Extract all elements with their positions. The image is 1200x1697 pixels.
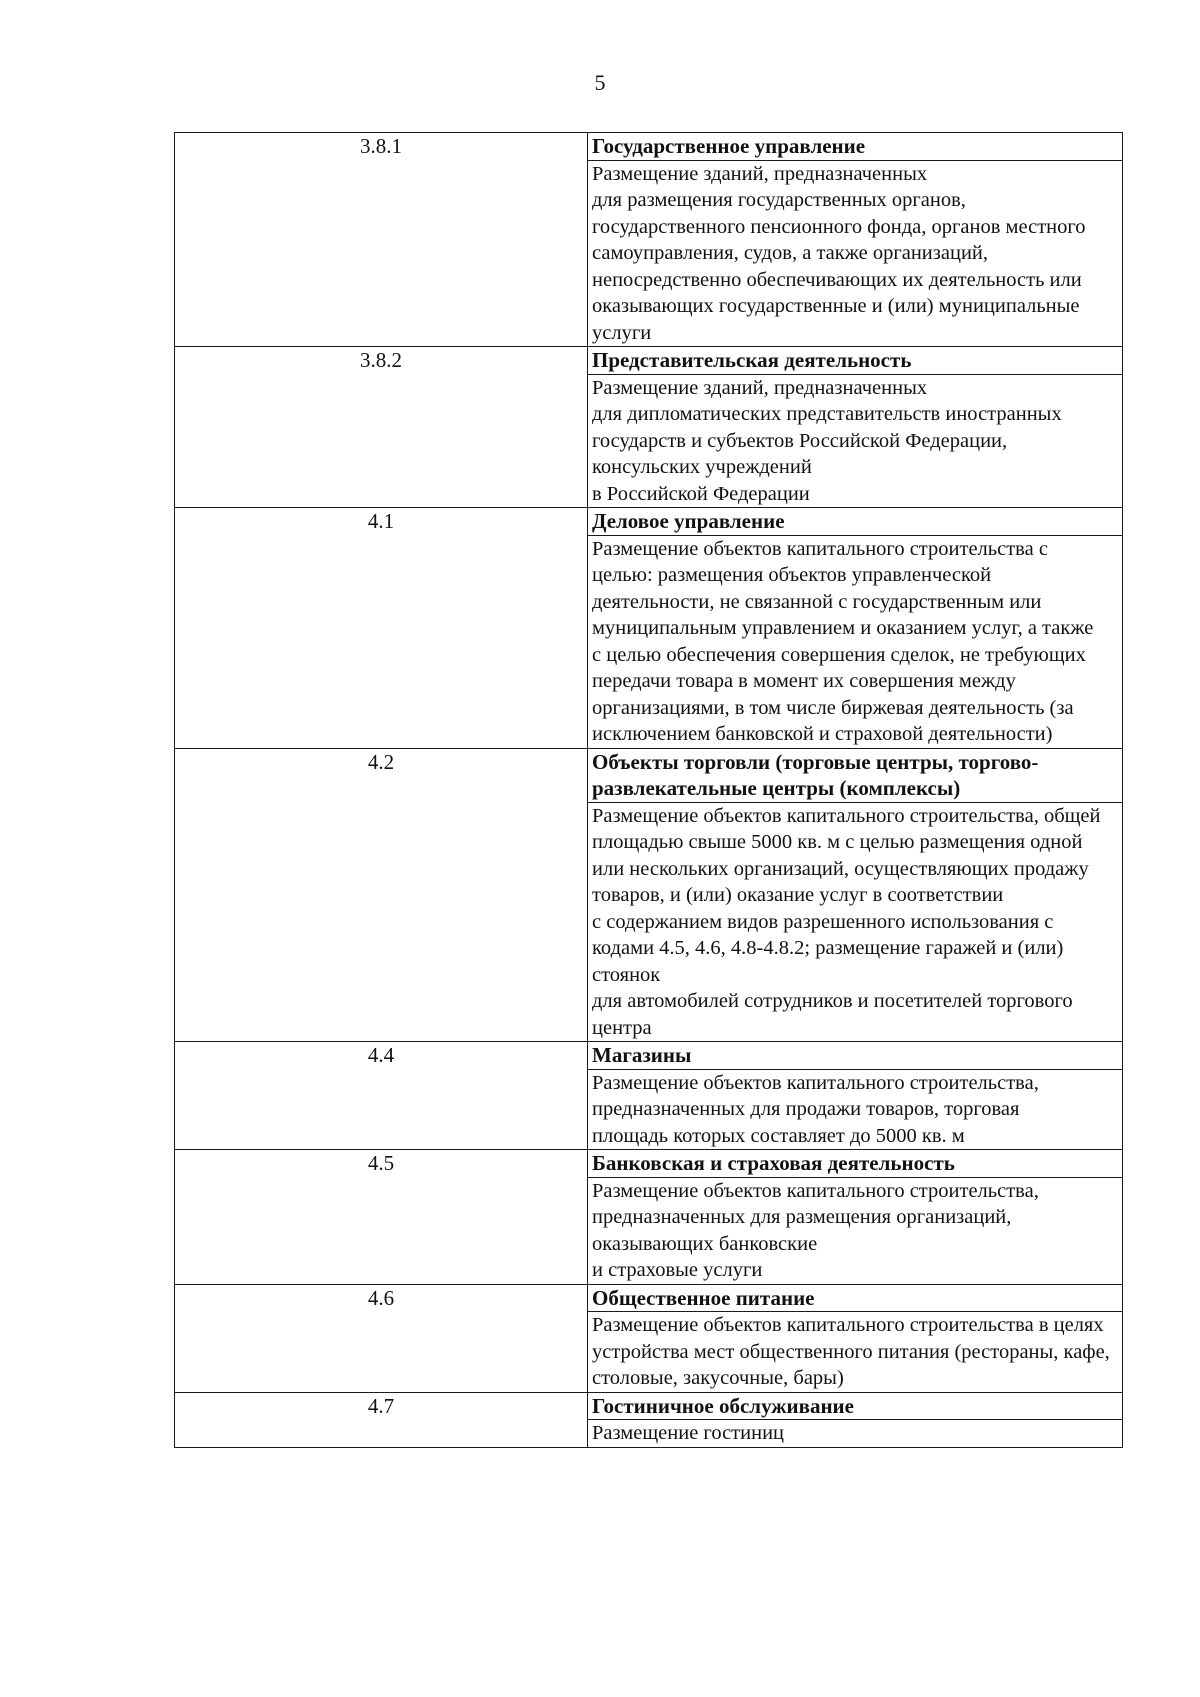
table-row xyxy=(175,1284,1123,1392)
row-title: Государственное управление xyxy=(588,133,1122,161)
table-row xyxy=(175,1150,1123,1285)
row-title: Представительская деятельность xyxy=(588,347,1122,375)
page-number: 5 xyxy=(594,70,606,95)
row-title: Банковская и страховая деятельность xyxy=(588,1150,1122,1178)
table-row xyxy=(175,508,1123,749)
row-content xyxy=(588,1392,1123,1447)
row-description: Размещение объектов капитального строительства, предназначенных для продажи товаров, торговая площадь которых составляет до 5000 кв. м xyxy=(592,1071,1039,1147)
row-description: Размещение объектов капитального строительства в целях устройства мест общественного питания (рестораны, кафе, столовые, закусочные, бары) xyxy=(592,1314,1110,1389)
row-description: Размещение объектов капитального строительства с целью: размещения объектов управленческой деятельности, не связанной с государственным или муниципальным управлением и оказанием услуг, а также с целью обеспечения совершения сделок, не требующих передачи товара в момент их совершения между организациями, в том числе биржевая деятельность (за исключением банковской и страховой деятельности) xyxy=(592,537,1094,745)
row-content xyxy=(588,133,1123,347)
row-content xyxy=(588,347,1123,508)
row-code: 3.8.1 xyxy=(175,133,588,347)
row-code: 4.2 xyxy=(175,748,588,1042)
row-description: Размещение зданий, предназначенных для дипломатических представительств иностранных государств и субъектов Российской Федерации, консульских учреждений в Российской Федерации xyxy=(592,376,1062,505)
row-title: Деловое управление xyxy=(588,508,1122,536)
land-use-table xyxy=(174,132,1123,1448)
row-title: Общественное питание xyxy=(588,1285,1122,1313)
row-content xyxy=(588,748,1123,1042)
row-description: Размещение зданий, предназначенных для размещения государственных органов, государственного пенсионного фонда, органов местного самоуправления, судов, а также организаций, непосредственно обеспечивающих их деятельность или оказывающих государственные и (или) муниципальные услуги xyxy=(592,162,1086,344)
row-content xyxy=(588,1042,1123,1150)
row-code: 4.1 xyxy=(175,508,588,749)
table-row xyxy=(175,748,1123,1042)
table-row xyxy=(175,133,1123,347)
row-code: 4.5 xyxy=(175,1150,588,1285)
table-row xyxy=(175,347,1123,508)
table-row xyxy=(175,1392,1123,1447)
row-content xyxy=(588,1150,1123,1285)
row-description: Размещение объектов капитального строительства, предназначенных для размещения организаций, оказывающих банковские и страховые услуги xyxy=(592,1179,1039,1281)
row-code: 4.6 xyxy=(175,1284,588,1392)
row-content xyxy=(588,1284,1123,1392)
row-content xyxy=(588,508,1123,749)
row-title: Объекты торговли (торговые центры, торгово-развлекательные центры (комплексы) xyxy=(588,749,1122,803)
row-code: 4.7 xyxy=(175,1392,588,1447)
row-code: 4.4 xyxy=(175,1042,588,1150)
row-description: Размещение объектов капитального строительства, общей площадью свыше 5000 кв. м с целью размещения одной или нескольких организаций, осуществляющих продажу товаров, и (или) оказание услуг в соответствии с содержанием видов разрешенного использования с кодами 4.5, 4.6, 4.8-4.8.2; размещение гаражей и (или) стоянок для автомобилей сотрудников и посетителей торгового центра xyxy=(592,804,1101,1039)
row-title: Гостиничное обслуживание xyxy=(588,1393,1122,1421)
row-description: Размещение гостиниц xyxy=(592,1422,785,1444)
row-code: 3.8.2 xyxy=(175,347,588,508)
row-title: Магазины xyxy=(588,1042,1122,1070)
table-row xyxy=(175,1042,1123,1150)
